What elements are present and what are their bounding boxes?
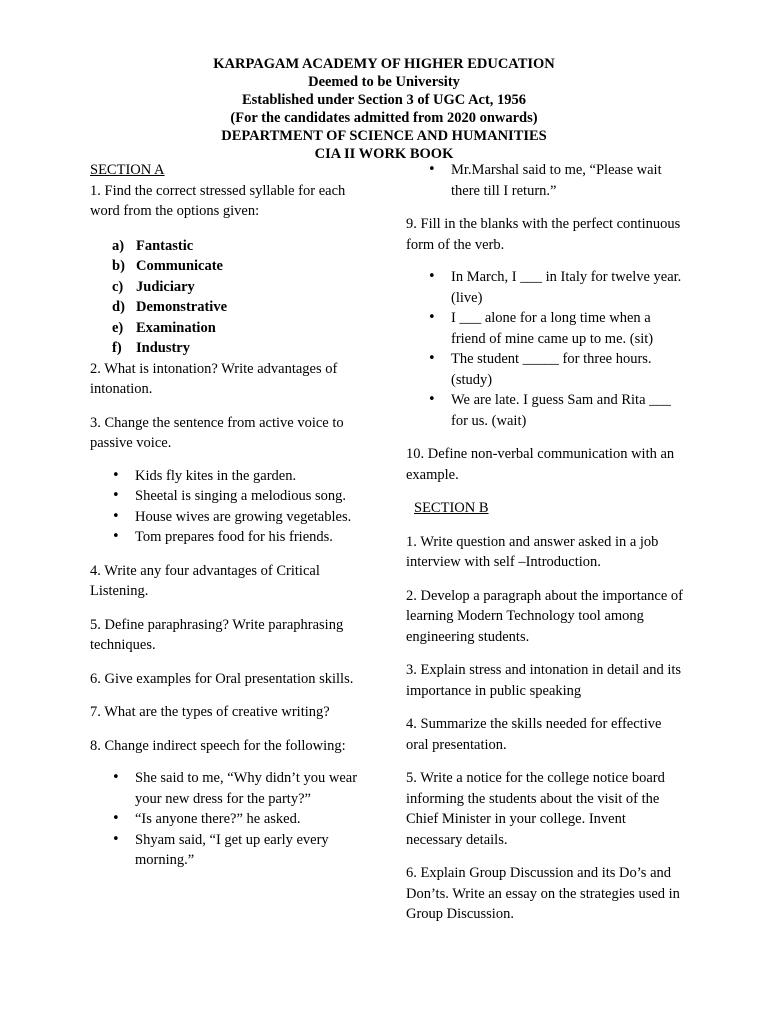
section-b-title: SECTION B	[414, 500, 489, 516]
question-a1: 1. Find the correct stressed syllable for each word from the options given:	[90, 182, 346, 219]
list-item: • We are late. I guess Sam and Rita ___ for us. (wait)	[428, 390, 684, 431]
question-a3-items	[90, 466, 368, 548]
question-a8: 8. Change indirect speech for the following:	[90, 737, 346, 754]
list-item: • Mr.Marshal said to me, “Please wait there till I return.”	[428, 160, 684, 201]
question-b5: 5. Write a notice for the college notice board informing the students about the visit of the Chief Minister in your college. Invent necessary details.	[406, 770, 665, 848]
section-a-title: SECTION A	[90, 162, 165, 178]
list-item: • Kids fly kites in the garden.	[112, 466, 368, 487]
department-name: DEPARTMENT OF SCIENCE AND HUMANITIES	[221, 128, 547, 144]
candidates-note: (For the candidates admitted from 2020 onwards)	[230, 110, 538, 126]
establishment-note: Established under Section 3 of UGC Act, 1956	[241, 92, 527, 108]
list-item: a) Fantastic	[112, 237, 194, 254]
question-a9-items	[406, 267, 684, 431]
list-item: d) Demonstrative	[112, 299, 228, 315]
institution-name: KARPAGAM ACADEMY OF HIGHER EDUCATION	[213, 56, 555, 72]
question-b4: 4. Summarize the skills needed for effective oral presentation.	[406, 716, 662, 753]
question-a3: 3. Change the sentence from active voice to passive voice.	[90, 414, 344, 451]
question-a4: 4. Write any four advantages of Critical Listening.	[90, 562, 320, 599]
document-header	[90, 55, 678, 163]
list-item: • Sheetal is singing a melodious song.	[112, 486, 368, 507]
list-item: f) Industry	[112, 340, 190, 356]
question-b1: 1. Write question and answer asked in a job interview with self –Introduction.	[406, 533, 659, 570]
question-a8-items-continued	[406, 160, 684, 201]
list-item: • She said to me, “Why didn’t you wear your new dress for the party?”	[112, 768, 368, 809]
list-item: b) Communicate	[112, 258, 223, 274]
question-b6: 6. Explain Group Discussion and its Do’s and Don’ts. Write an essay on the strategies used in Group Discussion.	[406, 865, 680, 922]
question-a5: 5. Define paraphrasing? Write paraphrasing techniques.	[90, 616, 344, 653]
list-item: • I ___ alone for a long time when a friend of mine came up to me. (sit)	[428, 308, 684, 349]
right-column	[406, 160, 684, 938]
list-item: e) Examination	[112, 319, 216, 336]
question-a1-options	[90, 236, 368, 359]
left-column	[90, 160, 368, 884]
question-a10: 10. Define non-verbal communication with an example.	[406, 446, 675, 483]
question-a7: 7. What are the types of creative writing?	[90, 704, 330, 720]
question-a2: 2. What is intonation? Write advantages of intonation.	[90, 360, 338, 397]
list-item: • Shyam said, “I get up early every morning.”	[112, 830, 368, 871]
question-a9: 9. Fill in the blanks with the perfect continuous form of the verb.	[406, 216, 681, 253]
list-item: c) Judiciary	[112, 278, 195, 295]
document-title: CIA II WORK BOOK	[314, 146, 454, 162]
list-item: • In March, I ___ in Italy for twelve year. (live)	[428, 267, 684, 308]
question-a8-items	[90, 768, 368, 871]
list-item: • House wives are growing vegetables.	[112, 507, 368, 528]
question-b3: 3. Explain stress and intonation in detail and its importance in public speaking	[406, 662, 682, 699]
list-item: • The student _____ for three hours. (study)	[428, 349, 684, 390]
list-item: • Tom prepares food for his friends.	[112, 527, 368, 548]
list-item: • “Is anyone there?” he asked.	[112, 809, 368, 830]
university-status: Deemed to be University	[308, 74, 460, 90]
question-a6: 6. Give examples for Oral presentation skills.	[90, 670, 354, 687]
question-b2: 2. Develop a paragraph about the importance of learning Modern Technology tool among engineering students.	[406, 587, 684, 645]
